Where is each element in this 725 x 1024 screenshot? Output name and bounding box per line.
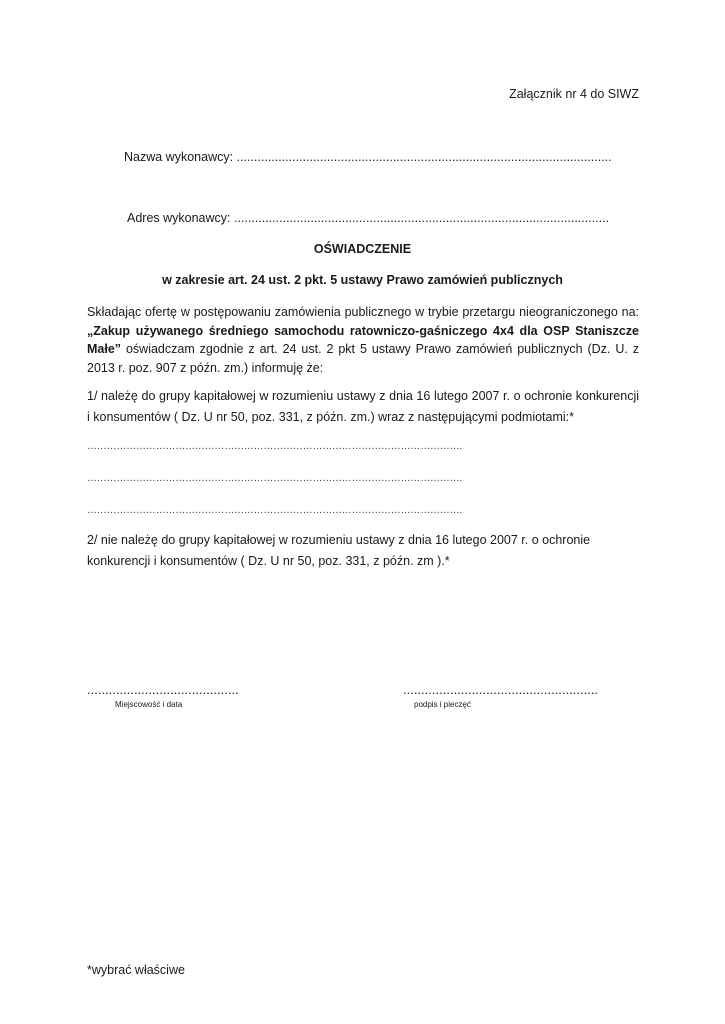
entity-line-3: ……………………………………………………………………………………………………. — [87, 505, 462, 516]
signature-stamp-line: ...................................................... — [403, 682, 599, 697]
option-1-statement: 1/ należę do grupy kapitałowej w rozumieniu ustawy z dnia 16 lutego 2007 r. o ochronie konkurencji i konsumentów ( Dz. U nr 50, poz. 331, z późn. zm.) wraz z następującymi podmiotami:* — [87, 389, 639, 424]
intro-text-after: oświadczam zgodnie z art. 24 ust. 2 pkt 5 ustawy Prawo zamówień publicznych (Dz. U. z 2013 r. poz. 907 z późn. zm.) informuję że: — [87, 342, 639, 375]
signature-stamp-label: podpis i pieczęć — [414, 700, 471, 709]
document-title: OŚWIADCZENIE — [313, 242, 412, 256]
place-date-line: .......................................... — [87, 682, 239, 697]
entity-line-2: ……………………………………………………………………………………………………. — [87, 473, 462, 484]
contractor-name-field: Nazwa wykonawcy: ............................................................................................................ — [124, 150, 612, 164]
option-2-statement: 2/ nie należę do grupy kapitałowej w rozumieniu ustawy z dnia 16 lutego 2007 r. o ochronie konkurencji i konsumentów ( Dz. U nr 50, poz. 331, z późn. zm ).* — [87, 533, 591, 568]
entity-line-1: ……………………………………………………………………………………………………. — [87, 441, 462, 452]
document-subtitle: w zakresie art. 24 ust. 2 pkt. 5 ustawy Prawo zamówień publicznych — [162, 273, 563, 287]
intro-paragraph — [87, 303, 639, 377]
footnote: *wybrać właściwe — [87, 963, 185, 977]
tender-subject: „Zakup używanego średniego samochodu ratowniczo-gaśniczego 4x4 dla OSP Staniszcze Małe” — [87, 323, 639, 356]
place-date-label: Miejscowość i data — [115, 700, 183, 709]
attachment-label: Załącznik nr 4 do SIWZ — [509, 87, 639, 101]
contractor-address-field: Adres wykonawcy: ............................................................................................................ — [127, 211, 610, 225]
intro-text-before: Składając ofertę w postępowaniu zamówienia publicznego w trybie przetargu nieograniczonego na: — [87, 305, 639, 319]
